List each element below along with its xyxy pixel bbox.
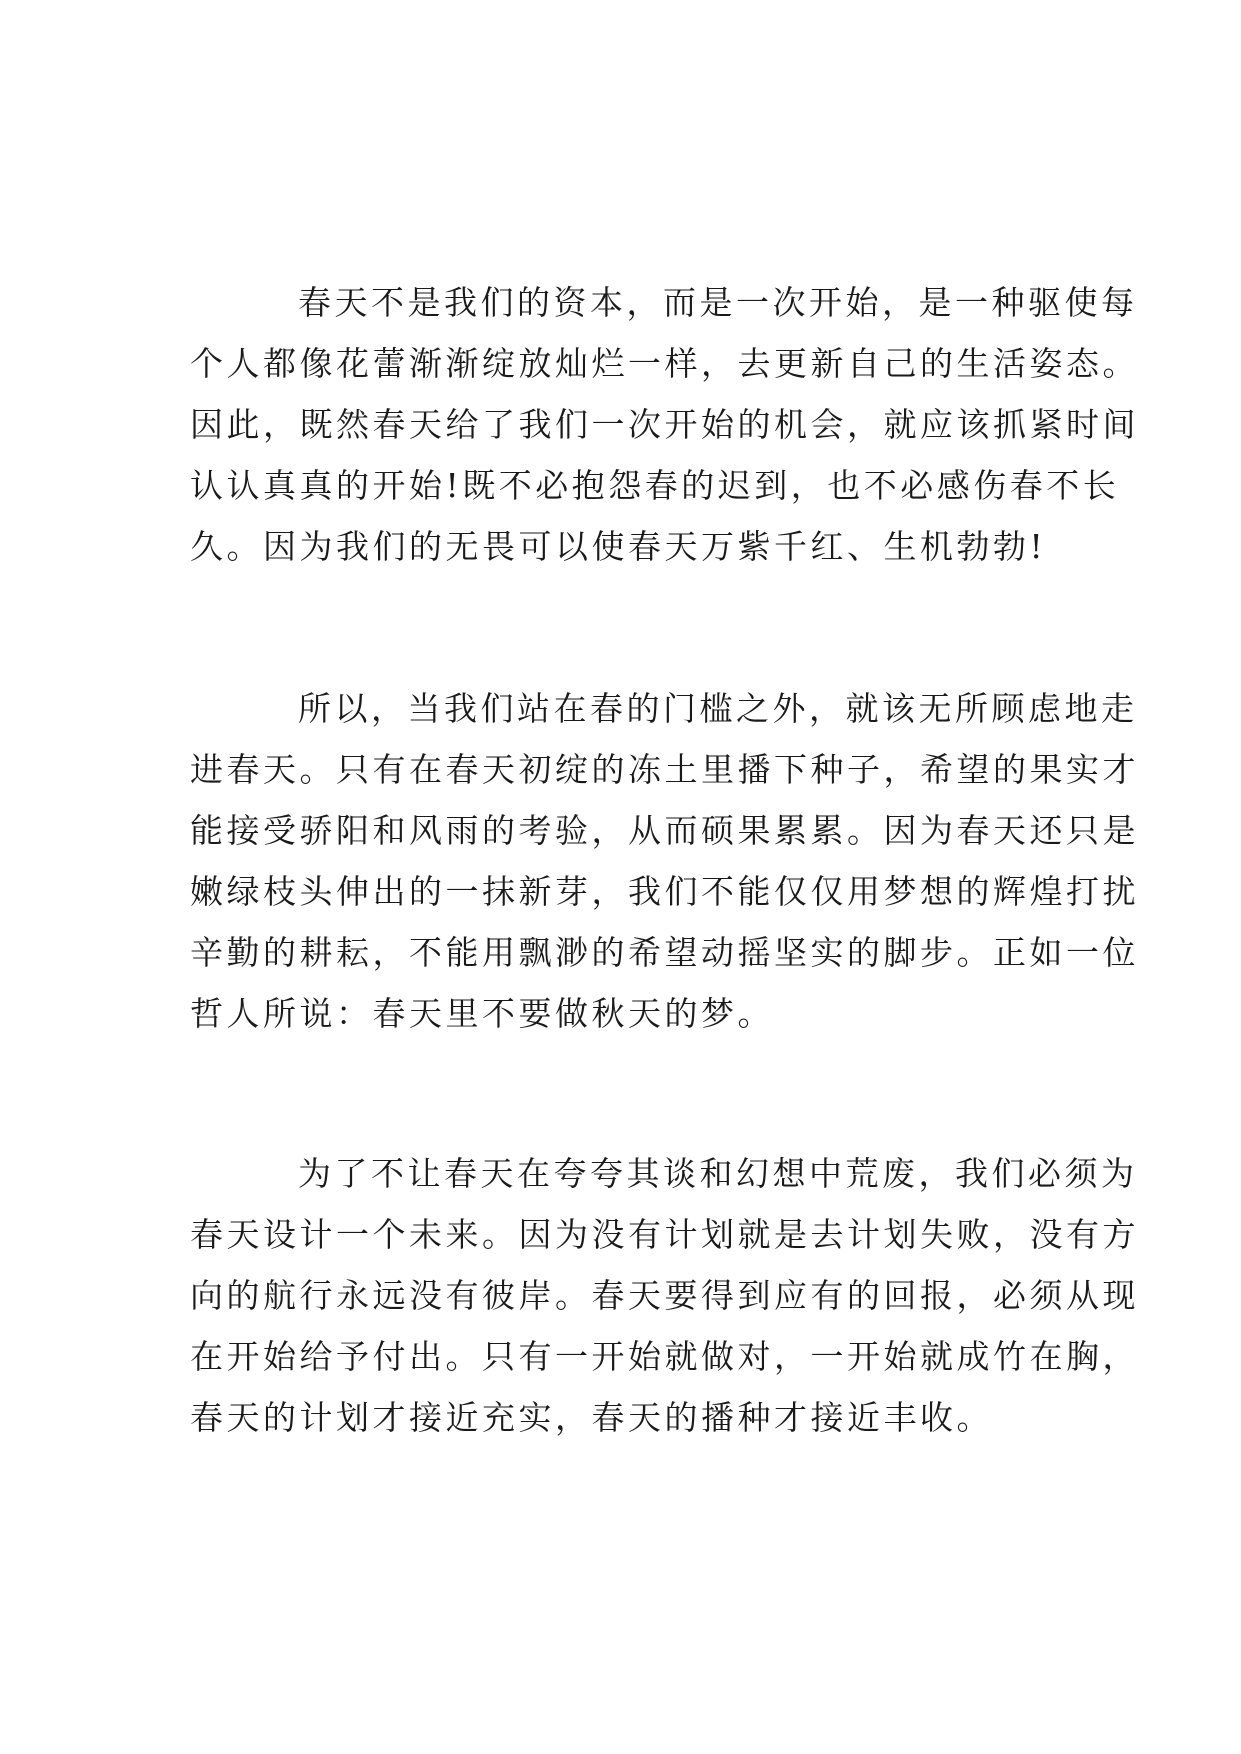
paragraph-line: 认认真真的开始!既不必抱怨春的迟到，也不必感伤春不长 [190,466,1120,505]
paragraph-3 [190,1143,1139,1448]
paragraph-line: 久。因为我们的无畏可以使春天万紫千红、生机勃勃! [190,527,1047,566]
paragraph-1 [190,272,1139,577]
paragraph-2 [190,678,1139,1044]
paragraph-line: 进春天。只有在春天初绽的冻土里播下种子，希望的果实才 [190,750,1139,789]
paragraph-line: 所以，当我们站在春的门槛之外，就该无所顾虑地走 [298,689,1138,728]
paragraph-line: 辛勤的耕耘，不能用飘渺的希望动摇坚实的脚步。正如一位 [190,933,1139,972]
paragraph-line: 哲人所说：春天里不要做秋天的梦。 [190,994,774,1033]
paragraph-line: 为了不让春天在夸夸其谈和幻想中荒废，我们必须为 [298,1154,1138,1193]
paragraph-line: 个人都像花蕾渐渐绽放灿烂一样，去更新自己的生活姿态。 [190,344,1139,383]
paragraph-line: 春天设计一个未来。因为没有计划就是去计划失败，没有方 [190,1215,1139,1254]
paragraph-line: 春天不是我们的资本，而是一次开始，是一种驱使每 [298,283,1138,322]
paragraph-line: 春天的计划才接近充实，春天的播种才接近丰收。 [190,1398,993,1437]
paragraph-line: 在开始给予付出。只有一开始就做对，一开始就成竹在胸， [190,1337,1139,1376]
paragraph-line: 因此，既然春天给了我们一次开始的机会，就应该抓紧时间 [190,405,1139,444]
paragraph-line: 向的航行永远没有彼岸。春天要得到应有的回报，必须从现 [190,1276,1139,1315]
paragraph-line: 能接受骄阳和风雨的考验，从而硕果累累。因为春天还只是 [190,811,1139,850]
paragraph-line: 嫩绿枝头伸出的一抹新芽，我们不能仅仅用梦想的辉煌打扰 [190,872,1139,911]
